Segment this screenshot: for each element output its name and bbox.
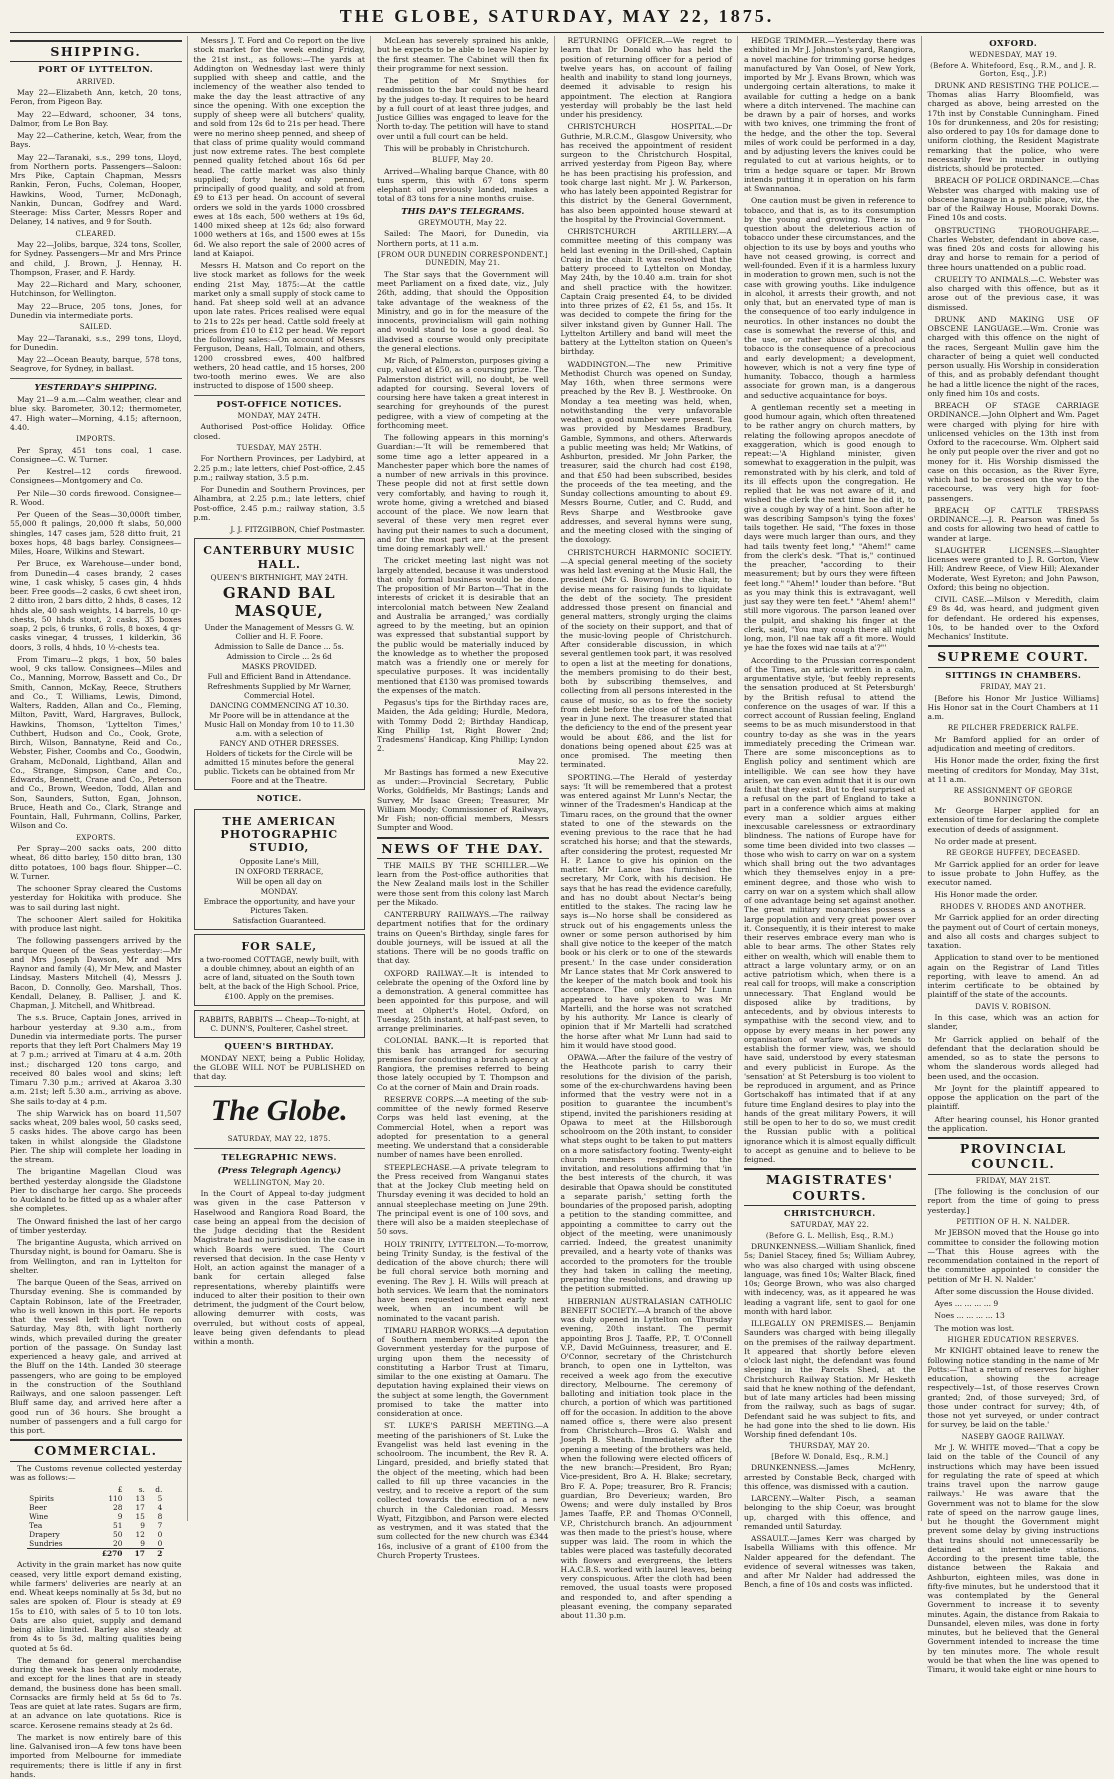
shipping-news: The ship Warwick has on board 11,507 sacks wheat, 209 bales wool, 50 casks seed, 5 casks hides. The above cargo has been taken in whilst alongside the Gladstone Pier. The ship will complete her loading in the stream. [10, 1108, 182, 1165]
court-case: BREACH OF STAGE CARRIAGE ORDINANCE.—John Olphert and Wm. Paget were charged with plying for hire with unlicensed vehicles on the 13th inst from Oxford to the racecourse. Wm. Olphert said he only put people over the river and got no money for it. His Worship dismissed the case on this occasion, as the River Eyre, which had to be crossed on the way to the racecourse, was very high for foot-passengers. [927, 401, 1099, 503]
customs-shillings: 13 [135, 1494, 145, 1504]
ad-title: FOR SALE, [241, 939, 318, 953]
court-bench: (Before G. L. Mellish, Esq., R.M.) [765, 1231, 894, 1240]
column-4 [560, 36, 739, 1620]
ad-line: MASKS PROVIDED. [241, 661, 317, 671]
post-notice: For Northern Provinces, per Ladybird, at 2.25 p.m.; late letters, chief Post-office, 2.45 p.m.; railway station, 3.5 p.m. [193, 454, 365, 482]
exports-heading: EXPORTS. [75, 833, 116, 842]
customs-shillings: 17 [135, 1503, 145, 1513]
court-date: SATURDAY, MAY 22. [790, 1221, 870, 1230]
ad-line: Satisfaction Guaranteed. [232, 915, 326, 925]
court-city: CHRISTCHURCH. [783, 1208, 876, 1219]
customs-pounds: 110 [108, 1494, 123, 1504]
import-entry: Per Queen of the Seas—30,000ft timber, 55,000 ft palings, 20,000 ft slabs, 50,000 shingles, 147 cases jam, 528 ditto fruit, 21 boxes hops, 48 bags barley. Consignees—Miles, Hoare, Wilkins and Stewart. [10, 510, 182, 557]
customs-shillings: 15 [135, 1512, 145, 1522]
news-item: RESERVE CORPS.—A meeting of the sub-committee of the newly formed Reserve Corps was held last evening, at the Commercial Hotel, when a report was adopted for presentation to a general meeting. We understand that a considerable number of names have been enrolled. [377, 1094, 549, 1160]
cleared-heading: CLEARED. [75, 229, 117, 238]
ad-line: Full and Efficient Band in Attendance. [207, 671, 351, 681]
column-3 [377, 36, 555, 1560]
customs-row [27, 1503, 164, 1512]
arrival-entry: May 22—Elizabeth Ann, ketch, 20 tons, Feron, from Pigeon Bay. [10, 88, 182, 107]
customs-item: Tea [29, 1521, 43, 1531]
customs-col-header [27, 1485, 86, 1494]
customs-item: Spirits [29, 1494, 54, 1504]
yesterday-shipping-heading: YESTERDAY'S SHIPPING. [34, 382, 157, 393]
dateline: WELLINGTON, May 20. [233, 1178, 325, 1187]
chambers-heading: SITTINGS IN CHAMBERS. [945, 670, 1082, 681]
divider [194, 1086, 366, 1087]
import-entry: Per Nile—30 cords firewood. Consignee—R. Wood. [10, 488, 182, 507]
customs-col-header: s. [138, 1485, 145, 1495]
customs-pounds: 51 [113, 1521, 123, 1531]
market-report: The demand for general merchandise during the week has been only moderate, and except for the lines that are in steady demand, the business done has been small. Cornsacks are firmly held at 5s 6d to 7s. Teas are quiet at late rates. Sugars are firm, at an advance on late quotations. Rice is scarce. Kerosene remains steady at 2s 6d. [10, 1655, 182, 1730]
telegram: Pegasus's tips for the Birthday races are, Maiden, the Ada gelding; Hurdle, Medora, with Tommy Dodd 2; Birthday Handicap, King Phillip 1st, Right Bower 2nd; Tradesmens' Handicap, King Phillip; Lyndon 2. [377, 698, 549, 754]
notice-heading: NOTICE. [256, 794, 302, 805]
news-item: A gentleman recently set a meeting in good humour again, which often threatened to be rather angry on church matters, by relating the following apropos anecdote of exaggeration, which is good enough to repeat:—'A Highland minister, given somewhat to exaggeration in the pulpit, was remonstrated with by his clerk, and told of its ill effects upon the congregation. He replied that he was not aware of it, and wished the clerk the next time he did it, to give a cough by way of a hint. Soon after he was describing Sampson's tying the foxes' tails together. He said, "The foxes in those days were much larger than ours, and they had tails twenty feet long," "Ahem!" came from the clerk's desk. "That is," continued the preacher, "according to their measurement; but by ours they were fifteen feet long." "Ahem!" louder than before. "But as you may think this is extravagant, well just say they were ten feet." "Ahem! ahem!" still more vigorous. The parson leaned over the pulpit, and shaking his finger at the clerk, said, "You may cough there all night long, mon, I'll nae tak aff a fit more. Would ye hae the foxes wid nae tails at a'?"' [744, 402, 916, 653]
customs-row [27, 1539, 164, 1549]
court-proceeding: His Honor made the order, fixing the first meeting of creditors for Monday, May 31st, at 11 a.m. [927, 756, 1099, 784]
ad-line: Will be open all day on [236, 876, 322, 886]
dateline: May 22. [518, 756, 549, 766]
ad-headline: GRAND BAL MASQUE, [222, 584, 336, 621]
customs-item: Beer [29, 1503, 47, 1513]
council-intro: [The following is the conclusion of our report from the time of going to press yesterday.] [927, 1187, 1099, 1215]
court-bench: (Before A. Whitefoord, Esq., R.M., and J. R. Gorton, Esq., J.P.) [930, 61, 1097, 79]
news-item: According to the Prussian correspondent of the Times, an article written in a calm, argumentative style, 'but feebly represents the sensation produced at St Petersburgh' by the British refusal to attend the conference on the usages of war. If this a correct account of Russian feeling, England seems to be as much misunderstood in that country to-day as she was in the years immediately preceding the Crimean war. There are some misconceptions as to English policy and sentiment which are intelligible. We can see how they have arisen, we can even admit that it is our own fault that they exist. But to feel surprised at a refusal on the part of England to take a part in a conference which aims at making every man a soldier argues either inexcusable carelessness or extraordinary blindness. The nations of Europe have for some time been divided into two classes —those who wish to carry on war on a system which shall bring out the two advantages which they themselves enjoy in a pre-eminent degree, and those who wish to carry on war on a system which shall allow of one advantage being set against another. The great military monarchies possess a large population and very great power over it. Consequently, it is their interest to make their reserves embrace every man who is able to bear arms. The other States rely either on wealth, which will enable them to attract a large voluntary army, or on an active patriotism which, when there is a real call for troops, will make a conscription unnecessary. That England would be disposed alike by traditions, by antecedents, and by obvious interests to sympathise with the second view, and to oppose by every means in her power any organisation of warfare which tends to establish the former view, was, we should have said, understood by every statesman and every publicist in Europe. As the 'sensation' at St Petersburg is too violent to be reproduced in argument, and as Prince Gortschakoff has intimated that if at any future time England desires to play into the hands of the great military Powers, it will still be open to her to do so, we must credit the Russian public with a political ignorance which it is almost equally difficult to accept as genuine and to believe to be feigned. [744, 655, 916, 1164]
shipping-entry: May 21—9 a.m.—Calm weather, clear and blue sky. Barometer, 30.12; thermometer, 47. High water—Morning, 4.15; afternoon, 4.40. [10, 395, 182, 432]
customs-item: Drapery [29, 1530, 60, 1540]
customs-pence: 7 [157, 1521, 163, 1531]
court-bench: [Before W. Donald, Esq., R.M.] [771, 1452, 889, 1461]
case-title: DAVIS V. ROBISON. [975, 1002, 1052, 1011]
court-case: DRUNK AND RESISTING THE POLICE.—Thomas alias Harry Bloomfield, was charged as above, being arrested on the 17th inst by Constable Cunningham. Fined 10s for drunkenness, and 20s for resisting; also ordered to pay 10s for damage done to uniform clothing, the Resident Magistrate remarking that the police, who were necessarily few in number in outlying districts, should be protected. [927, 80, 1099, 174]
commercial-heading: COMMERCIAL. [10, 1439, 182, 1461]
shipping-heading: SHIPPING. [10, 40, 182, 62]
news-of-the-day-heading: NEWS OF THE DAY. [377, 837, 549, 859]
court-proceeding: Mr George Harper applied for an extension of time for declaring the complete execution of deeds of assignment. [927, 806, 1099, 834]
imports-heading: IMPORTS. [76, 435, 116, 444]
ad-title: CANTERBURY MUSIC HALL. [203, 544, 356, 571]
news-item: HIBERNIAN AUSTRALASIAN CATHOLIC BENEFIT SOCIETY.—A branch of the above was duly opened in Lyttelton on Thursday evening, 20th instant. The permit appointing Bros J. Taaffe, P.P., T. O'Connell V.P., David McGuinness, treasurer, and E. O'Connor, secretary of the Christchurch branch, to open one in Lyttelton, was received a week ago from the executive directory, Melbourne. The ceremony of balloting and initiation took place in the church, a portion of which was partitioned off for the occasion. In addition to the above named office s, there were also present from Christchurch—Bros G. Walsh and Joseph B. Sheath. Immediately after the opening a meeting of the brothers was held, when the following were elected officers of the new branch:—President, Bro Ryan; Vice-president, Bro A. H. Blake; secretary, Bro F. A. Pope; treasurer, Bro R. Francis; guardian, Bro Deverieux; warden, Bro Owens; and were duly installed by Bros James Taaffe, P.P. and Thomas O'Connell, V.P., Christchurch branch. An adjournment was then made to the priest's house, where supper was laid. The room in which the tables were placed was tastefully decorated with flowers and evergreens, the letters H.A.C.B.S. worked with laurel leaves, being very conspicuous. After the cloth had been removed, the usual toasts were proposed and responded to, and after spending a pleasant evening, the company separated about 11.30 p.m. [560, 1296, 732, 1620]
queens-birthday-heading: QUEEN'S BIRTHDAY. [224, 1041, 335, 1052]
court-date: WEDNESDAY, MAY 19. [969, 51, 1058, 60]
court-case: ASSAULT.—James Kerr was charged by Isabella Williams with this offence. Mr Nalder appeared for the defendant. The evidence of several witnesses was taken, and after Mr Nalder had addressed the Bench, a fine of 10s and costs was inflicted. [744, 1534, 916, 1590]
news-item: One caution must be given in reference to tobacco, and that is, as to its consumption by the young and growing. There is no question about the deleterious action of tobacco under these circumstances, and the objection to its use by boys and youths who have not ceased growing, is correct and well-founded. Even if it is a harmless luxury in moderation to grown men, such is not the case with growing youths. Like indulgence in alcohol, it arrests their growth, and not only that, but an enervated type of man is the consequence of too early indulgence in neurotics. In other instances no doubt the case is somewhat the reverse of this, and the use, or rather abuse of alcohol and tobacco is the consequence of a precocious and early development; a development, however, which is not a very fine type of humanity. Tobacco, though a harmless associate for grown man, is a dangerous and seductive acquaintance for boys. [744, 196, 916, 400]
news-item: CHRISTCHURCH ARTILLERY.—A committee meeting of this company was held last evening in the Drill-shed, Captain Craig in the chair. It was resolved that the battery proceed to Lyttelton on Monday, May 24th, by the 10.40 a.m. train for shot and shell practice with the howitzer. Captain Craig presented £4, to be divided into three prizes of £2, £1 5s, and 15s. It was decided to compete the firing for the silver inkstand given by Gunner Hall. The Lyttelton Artillery and band will meet the battery at the Lyttelton station on Queen's birthday. [560, 227, 732, 357]
import-entry: Per Kestrel—12 cords firewood. Consignees—Montgomery and Co. [10, 467, 182, 486]
ad-line: MONDAY. [260, 886, 298, 896]
column-5 [744, 36, 922, 1590]
council-vote: Noes ... ... ... ... 13 [934, 1311, 1005, 1321]
court-proceeding: No order made at present. [934, 836, 1037, 846]
shipping-news: The barque Queen of the Seas, arrived on Thursday evening. She is commanded by Captain Robinson, late of the Freetrader, who is well known in this port. He reports that the vessel left Hobart Town on Saturday, May 8th, with light northerly winds, which prevailed during the greater portion of the passage. On Sunday last experienced a heavy gale, and arrived at the Bluff on the 14th. Landed 30 steerage passengers, who are going to be employed in the construction of the Southland Railways, and one saloon passenger. Left Bluff same day, and arrived here after a good run of 36 hours. She brought a number of passengers and a full cargo for this port. [10, 1278, 182, 1436]
telegram: The Star says that the Government will meet Parliament on a fixed date, viz., July 26th, adding, that should the Opposition take advantage of the weakness of the Ministry, and go in for the measure of the innocents, provincialism will gain nothing and would stand to lose a good deal. So illadvised a course would only precipitate the general elections. [377, 269, 549, 353]
shipping-news: The Onward finished the last of her cargo of timber yesterday. [10, 1216, 182, 1235]
arrival-entry: May 22—Taranaki, s.s., 299 tons, Lloyd, from Northern ports. Passengers—Saloon: Mrs Pike, Captain Chapman, Messrs Rankin, Feron, Fuchs, Coleman, Hooper, Hawkins, Wood, Turner, McDonagh, Nankin, Duncan, Godfrey and Ward. Steerage: Miss Carter, Messrs Roper and Delaney, 14 natives, and 9 for South. [10, 152, 182, 227]
divider [194, 1148, 366, 1149]
dateline: GREYMOUTH, May 22. [418, 218, 508, 227]
customs-total-shillings: 17 [124, 1549, 146, 1559]
court-proceeding: Mr Garrick applied for an order directing the payment out of Court of certain moneys, and also all costs and charges subject to taxation. [927, 913, 1099, 950]
court-case: OBSTRUCTING THOROUGHFARE.—Charles Webster, defendant in above case, was fined 20s and costs for allowing his dray and horse to remain for a period of three hours unattended on a public road. [927, 225, 1099, 272]
cleared-entry: May 22—Richard and Mary, schooner, Hutchinson, for Wellington. [10, 280, 182, 299]
customs-total-row [27, 1549, 164, 1559]
telegram: In the Court of Appeal to-day judgment was given in the case Patterson v Haselwood and Rangiora Road Board, the case being an appeal from the decision of the Judge deciding that the Resident Magistrate had no jurisdiction in the case in which Boards were sued. The Court reversed that decision. In the case Henty v Holt, an action against the manager of a bank for certain alleged false representations, whereby plaintiffs were induced to alter their position to their own detriment, the judgment of the Court below, allowing demurrer with costs, was overruled, but without costs of appeal, leave being given defendants to plead within a month. [193, 1189, 365, 1347]
correspondent-heading: [FROM OUR DUNEDIN CORRESPONDENT.] DUNEDIN, May 21. [377, 250, 548, 268]
case-title: RE GEORGE HUFFEY, DECEASED. [946, 849, 1081, 858]
ad-line: a two-roomed COTTAGE, newly built, with a double chimney, about an eighth of an acre of land, situated on the South town belt, at the back of the High School. Price, £100. Apply on the premises. [199, 955, 360, 1001]
telegram: Sailed: The Maori, for Dunedin, via Northern ports, at 11 a.m. [377, 229, 549, 248]
cleared-entry: May 22—Jolibs, barque, 324 tons, Scoller, for Sydney. Passengers—Mr and Mrs Prince and child, J. Brown, J. Hennay, H. Thompson, Fraser, and F. Hardy. [10, 240, 182, 277]
customs-pounds: 28 [113, 1503, 123, 1513]
case-title: RHODES V. RHODES AND ANOTHER. [940, 902, 1087, 911]
customs-pounds: 50 [113, 1530, 123, 1540]
import-entry: From Timaru—2 pkgs, 1 box, 50 bales wool, 9 cks tallow. Consignees—Miles and Co., Manning, Morrow, Bassett and Co., Dr Smith, Cannon, McKay, Reece, Struthers and Co., T. Williams, Lewis, Dimond, Walters, Radden, Allan and Co., Fleming, Milton, Pavitt, Ward, Hargraves, Bullock, Hawkins, Thomson, 'Lyttelton Times,' Cuthbert, Hudson and Co., Cook, Grote, Birch, Wilson, Bannatyne, Reid and Co., Webster, Fisher, Coombs and Co., Goodwin, Graham, McDonald, Lightband, Allan and Co., Strange, Simpson, Cane and Co., Edwards, Bennett, Crane and Co., Peterson and Co., Brown, Weedon, Todd, Allan and Son, Saunders, Sutton, Egan, Johnson, Bruce, Heath and Co., Clark, Strange and Fountain, Hall, Fuhrmann, Collins, Parker, Wilson and Co. [10, 654, 182, 831]
arrived-heading: ARRIVED. [76, 77, 115, 86]
ad-subtitle: QUEEN'S BIRTHNIGHT, MAY 24TH. [210, 573, 348, 583]
import-entry: Per Bruce, ex Warehouse—under bond, from Dunedin—4 cases brandy, 2 cases wine, 1 cask whisky, 5 cases gin, 4 hhds beer. Free goods—2 casks, 6 cwt sheet iron, 2 ditto iron, 2 bars ditto, 2 hhds, 8 cases, 12 hhds ale, 40 sash weights, 14 barrels, 10 qr-chests, 50 hhds stout, 2 casks, 35 boxes soap, 2 pcls, 6 trunks, 6 rolls, 8 boxes, 4 qr-casks vinegar, 4 trusses, 1 kilderkin, 36 doors, 3 rolls, 4 hhds, 10 ½-chests tea. [10, 559, 182, 652]
news-item: OXFORD RAILWAY.—It is intended to celebrate the opening of the Oxford line by a demonstration. A general committee has been appointed for this purpose, and will meet at Olphert's Hotel, Oxford, on Tuesday, 25th instant, at half-past seven, to arrange preliminaries. [377, 968, 549, 1034]
ad-line: IN OXFORD TERRACE, [235, 866, 324, 876]
court-case: BREACH OF CATTLE TRESPASS ORDINANCE.—J. R. Pearson was fined 5s and costs for allowing two head of cattle to wander at large. [927, 505, 1099, 543]
court-case: BREACH OF POLICE ORDINANCE.—Chas Webster was charged with making use of obscene language in a public place, viz, the bar of the Railway House, Mooraki Downs. Fined 10s and costs. [927, 176, 1100, 223]
court-proceeding: Mr Garrick applied on behalf of the defendant that the declaration should be amended, so as to state the persons to whom the slanderous words alleged had been used, and the occasion. [927, 1034, 1099, 1081]
cottage-for-sale-ad [194, 934, 366, 1006]
customs-shillings: 12 [135, 1530, 145, 1540]
council-date: FRIDAY, MAY 21ST. [975, 1176, 1051, 1185]
photographic-studio-ad [194, 809, 366, 930]
ad-line: Admission to Circle ... 2s 6d [226, 651, 332, 661]
news-item: TIMARU HARBOR WORKS.—A deputation of Southern members waited upon the Government yesterday for the purpose of urging upon them the necessity of constituting a Harbor Trust at Timaru, similar to the one existing at Oamaru. The deputation having explained their views on the subject at some length, the Government promised to take the matter into consideration at once. [377, 1325, 549, 1419]
shipping-news: The s.s. Bruce, Captain Jones, arrived in harbour yesterday at 9.30 a.m., from Dunedin via intermediate ports. The purser reports that they left Port Chalmers May 19 at 7 p.m.; arrived at Timaru at 4 a.m. 20th inst.; discharged 120 tons cargo, and received 80 bales wool and skins; left Timaru 7.30 p.m.; arrived at Akaroa 3.30 a.m. 21st; left 5.30 a.m., arriving as above. She sails to-day at 4 p.m. [10, 1013, 182, 1106]
telegraphic-source: (Press Telegraph Agency.) [217, 1166, 341, 1177]
court-case: LARCENY.—Walter Pisch, a seaman belonging to the ship Coeur, was brought up, charged with this offence, and remanded until Saturday. [744, 1494, 916, 1531]
customs-total-pounds: £270 [86, 1549, 125, 1559]
oxford-heading: OXFORD. [989, 39, 1038, 49]
cleared-entry: May 22—Bruce, 205 tons, Jones, for Dunedin via intermediate ports. [10, 301, 182, 320]
news-item: CHRISTCHURCH HOSPITAL.—Dr Guthrie, M.R.C.M., Glasgow University, who has received the appointment of resident surgeon to the Christchurch Hospital, arrived yesterday from Pigeon Bay, where he has been practising his profession, and took charge last night. Mr J. W. Parkerson, who has lately been appointed Registrar for this district by the General Government, has also been appointed house steward at the hospital by the Provincial Government. [560, 122, 732, 224]
court-bench: [Before his Honor Mr Justice Williams] His Honor sat in the Court Chambers at 11 a.m. [927, 693, 1099, 722]
customs-shillings: 9 [140, 1521, 145, 1531]
post-notice: For Dunedin and Southern Provinces, per Alhambra, at 2.25 p.m.; late letters, chief Post-office, 2.45 p.m.; railway station, 3.5 p.m. [193, 485, 365, 522]
divider [10, 378, 182, 379]
council-item-title: PETITION OF H. N. NALDER. [956, 1217, 1071, 1226]
supreme-court-heading: SUPREME COURT. [928, 645, 1100, 667]
post-signature: J. J. FITZGIBBON, Chief Postmaster. [230, 525, 365, 535]
todays-telegrams-heading: THIS DAY'S TELEGRAMS. [401, 206, 525, 217]
customs-intro: The Customs revenue collected yesterday was as follows:— [10, 1463, 182, 1482]
shipping-news: The brigantine Magellan Cloud was berthed yesterday alongside the Gladstone Pier to discharge her cargo. She proceeds to Auckland to be fitted up as a whaler after she completes. [10, 1167, 182, 1214]
queens-birthday-notice: MONDAY NEXT, being a Public Holiday, the GLOBE WILL NOT be PUBLISHED on that day. [193, 1053, 365, 1082]
customs-pounds: 9 [117, 1512, 123, 1522]
customs-col-header: £ [117, 1485, 123, 1495]
sailed-entry: May 22—Taranaki, s.s., 299 tons, Lloyd, for Dunedin. [10, 333, 182, 352]
news-item: OPAWA.—After the failure of the vestry of the Heathcote parish to carry their resolutions for the division of the parish, some of the ex-churchwardens having been informed that the vestry were not in a position to guarantee the incumbent's stipend, invited the parishioners residing at Opawa to meet at the Hillsborough schoolroom on the 20th instant, to consider what steps ought to be taken to put matters on a more satisfactory footing. Twenty-eight church members responded to the invitation, and resolutions affirming that 'in the best interests of the church, it was desirable that Opawa should be constituted a separate parish,' setting forth the boundaries of the proposed parish, adopting a petition to the standing committee, and appointing a committee to carry out the object of the meeting, were unanimously carried. Indeed, the greatest unanimity prevailed, and a hearty vote of thanks was accorded to the promoters for the trouble they had taken in calling the meeting, preparing the resolutions, and drawing up the petition submitted. [560, 1053, 732, 1294]
market-report: Activity in the grain market has now quite ceased, very little export demand existing, while farmers' deliveries are nearly at an end. Wheat keeps nominally at 5s 3d, but no sales are spoken of. Flour is steady at £9 15s to £10, with sales of 5 to 10 ton lots. Oats are also quiet, supply and demand being alike limited. Barley also steady at from 4s to 5s 3d, malting qualities being quoted at 5s 6d. [10, 1560, 182, 1653]
news-item: WADDINGTON.—The new Primitive Methodist Church was opened on Sunday, May 16th, when three sermons were preached by the Rev B. J. Westbrooke. On Monday a tea meeting was held, when, notwithstanding the very unfavorable weather, a good number were present. Tea was provided by Mesdames Bradbury, Gamble, Symmons, and others. Afterwards a public meeting was held; Mr Watkins, of Ashburton, presided. Mr John Parker, the treasurer, said the church had cost £198, and that £50 had been subscribed, besides the proceeds of the tea meeting, and the Sunday collections amounting to about £9. Messrs Bourne, Cutler, and C. Rudd, and Revs Sharpe and Westbrooke gave addresses, and several hymns were sung, and the meeting closed with the singing of the doxology. [560, 359, 732, 545]
ad-line: Mr Poore will be in attendance at the Music Hall on Monday from 10 to 11.30 a.m. with a selection of [204, 710, 355, 738]
ad-line: DANCING COMMENCING AT 10.30. [209, 700, 349, 710]
post-office-heading: POST-OFFICE NOTICES. [216, 399, 343, 410]
news-item: SPORTING.—The Herald of yesterday says: 'It will be remembered that a protest was entered against Mr Lunn's Nectar, the winner of the Tradesmen's Handicap at the Timaru races, on the ground that the owner stated to one of the stewards on the evening previous to the race that he had scratched his horse; and that the stewards, after considering the protest, requested Mr H. P. Lance to give his opinion on the matter. Mr Lance has furnished the secretary, Mr Cork, with his decision. He says that he has read the evidence carefully, and has no doubt about Nectar's being entitled to the stakes. The racing law he says is—No horse shall be considered as struck out of his engagements unless the owner or some person authorised by him shall give notice to the keeper of the match book or his clerk or to one of the stewards present.' In the case under consideration Mr Lance states that Mr Cork answered to the keeper of the match book and took his acceptance. The only steward Mr Lunn appeared to have spoken to was Mr Martelli, and the horse was not scratched by his authority. Mr Lance is clearly of opinion that if Mr Martelli had scratched the horse after what Mr Lunn had said to him it would have stood good. [560, 772, 732, 1050]
council-proceeding: Mr KNIGHT obtained leave to renew the following notice standing in the name of Mr Potts:—'That a return of reserves for higher education, showing the acreage respectively—1st, of those reserves Crown granted; 2nd, of those surveyed; 3rd, of those under contract for survey; 4th, of those not yet surveyed, or under contract for survey, be laid on the table.' [927, 1346, 1099, 1430]
customs-pence: 0 [157, 1530, 163, 1540]
customs-table [27, 1485, 164, 1558]
stock-report: Messrs J. T. Ford and Co report on the live stock market for the week ending Friday, the 21st inst., as follows:—The yards at Addington on Wednesday last were thinly supplied with sheep and cattle, and the inclemency of the weather also tended to make the day the least attractive of any since the opening. With one exception the supply of sheep were all butchers' quality, and sold from 12s 6d to 21s per head. There were no merino sheep penned, and sheep of that class of prime quality would command just now extreme rates. The best complete penned quality fetched about 16s 6d per head. The cattle market was also thinly supplied; forty head only penned, principally of good quality, and sold at from £9 to £13 per head. On account of several orders we sold in the yards 1000 crossbred ewes at 18s each, 500 wethers at 19s 6d, 1400 mixed sheep at 12s 6d; also forward 1000 wethers at 16s, and 1500 ewes at 15s 6d. We also report the sale of 2000 acres of land at Kaiapoi. [193, 36, 365, 258]
ad-line: Under the Management of Messrs G. W. Collier and H. F. Foore. [204, 622, 355, 641]
shipping-news: The schooner Spray cleared the Customs yesterday for Hokitika with produce. She was to sail during last night. [10, 884, 182, 912]
court-case: DRUNK AND MAKING USE OF OBSCENE LANGUAGE.—Wm. Cronie was charged with this offence on the night of the races, Sergeant Mullin gave him the character of being a quiet well conducted person usually. His Worship in consideration of this, and as probably defendant thought he had a little licence the night of the races, only fined him 10s and costs. [927, 314, 1100, 398]
issue-date: SATURDAY, MAY 22, 1875. [227, 1135, 331, 1144]
market-report: The market is now entirely bare of this line. Galvanised iron—A few tons have been imported from Melbourne for immediate requirements; there is little if any in first hands. [10, 1732, 182, 1779]
ad-line: Holders of tickets for the Circle will be admitted 15 minutes before the general public. Tickets can be obtained from Mr Foore and at the Theatre. [203, 749, 355, 786]
case-title: RE PILCHER FREDERICK RALFE. [947, 724, 1079, 733]
news-item: STEEPLECHASE.—A private telegram to the Press received from Wanganui states that at the Jockey Club meeting held on Thursday evening it was decided to hold an annual steeplechase meeting on June 29th. The principal event is one of 100 sovs, and there will also be a maiden steeplechase of 50 sovs. [377, 1162, 549, 1237]
dateline: BLUFF, May 20. [432, 156, 494, 164]
news-item: COLONIAL BANK.—It is reported that this bank has arranged for securing premises for conducting a branch agency at Rangiora, the premises referred to being those lately occupied by T. Thompson and Co at the corner of Main and Drain roads. [377, 1036, 549, 1092]
customs-row [27, 1512, 164, 1521]
news-item: CHRISTCHURCH HARMONIC SOCIETY.—A special general meeting of the society was held last evening at the Music Hall, the president (Mr G. Bowron) in the chair, to devise means for raising funds to liquidate the debt of the society. The president addressed those present on financial and general matters, strongly urging the claims of the society on their support, and that of the music-loving people of Christchurch. After considerable discussion, in which several gentlemen took part, it was resolved to open a list at the meeting for donations, the members promising to do their best, both by subscribing themselves, and collecting from all persons interested in the cause of music, so as to free the society from debt before the close of the financial year in June next. The treasurer stated that the deficiency to the end of the present year would be about £86, and the list for donations being opened about £25 was at once promised. The meeting then terminated. [560, 547, 732, 770]
customs-col-header: d. [155, 1485, 163, 1495]
court-proceeding: Mr Bamford applied for an order of adjudication and meeting of creditors. [927, 734, 1099, 754]
ad-line: FANCY AND OTHER DRESSES. [219, 739, 339, 749]
divider [194, 395, 366, 396]
arrival-entry: May 22—Edward, schooner, 34 tons, Dalmor, from Le Bon Bay. [10, 109, 182, 128]
council-item-title: HIGHER EDUCATION RESERVES. [947, 1335, 1079, 1344]
court-case: SLAUGHTER LICENSES.—Slaughter licenses were granted to J. R. Gorton, View Hill; Andrew Reece, of View Hill; Alexander Moderate, West Eyreton; and John Pawson, Oxford; this being no objection. [927, 545, 1099, 592]
council-item-title: NASEBY GAOGE RAILWAY. [961, 1432, 1065, 1441]
court-case: DRUNKENNESS.—William Shanlick, fined 5s; Daniel Stacey, fined 5s; William Aubrey, who was also charged with using obscene language, was fined 10s; Walter Black, fined 10s; George Brown, who was also charged with indecency, was, as it appeared he was leading a vagrant life, sent to gaol for one month with hard labor. [744, 1242, 916, 1316]
telegraphic-news-heading: TELEGRAPHIC NEWS. [221, 1152, 337, 1163]
telegram: Arrived—Whaling barque Chance, with 80 tuns sperm, this with 67 tons sperm elephant oil previously landed, makes a total of 83 tons for a nine months cruise. [377, 166, 549, 204]
stock-report: Messrs H. Matson and Co report on the live stock market as follows for the week ending 21st May, 1875:—At the cattle market only a small supply of stock came to hand. Fat sheep sold well at an advance upon late rates. Prices realised were equal to 21s to 22s per head. Cattle sold freely at prices from £10 to £12 per head. We report the following sales:—On account of Messrs Ferguson, Deans, Hall, Tolmain, and others, 1200 crossbred ewes, 400 halfbred wethers, 20 head cattle, and 15 horses, 200 two-tooth merino ewes. We are also instructed to dispose of 1500 sheep. [193, 261, 365, 391]
music-hall-ad [194, 538, 366, 790]
customs-pounds: 20 [113, 1539, 123, 1549]
provincial-council-heading: PROVINCIAL COUNCIL. [928, 1137, 1100, 1175]
news-item: HOLY TRINITY, LYTTELTON.—To-morrow, being Trinity Sunday, is the festival of the dedication of the above church; there will be full choral service both morning and evening. The Rev J. H. Wills will preach at both services. We learn that the nominators have been requested to meet early next week, when an incumbent will be nominated to the vacant parish. [377, 1239, 549, 1323]
sailed-entry: May 22—Ocean Beauty, barque, 578 tons, Seagrove, for Sydney, in ballast. [10, 355, 182, 374]
customs-row [27, 1494, 164, 1503]
telegram: This will be probably in Christchurch. [384, 143, 530, 153]
news-item: THE MAILS BY THE SCHILLER.—We learn from the Post-office authorities that the New Zealand mails lost in the Schiller were those sent from this colony last March per the Mikado. [377, 860, 549, 907]
shipping-news: The following passengers arrived by the barque Queen of the Seas yesterday:—Mr and Mrs Joseph Dawson, Mr and Mrs Raynor and family (4), Mr Mew, and Master Lindsay, Masters Mitchell (4), Messrs J. Bacon, D. Connolly, Geo. Marshall, Thos. Kendall, Delaney, B. Palliser, J. and K. Chapman, J. Mitchell, and Whitbread. [10, 936, 182, 1011]
customs-row [27, 1521, 164, 1530]
masthead: THE GLOBE, SATURDAY, MAY 22, 1875. [10, 6, 1104, 33]
news-item: HEDGE TRIMMER.—Yesterday there was exhibited in Mr J. Johnston's yard, Rangiora, a novel machine for trimming gorse hedges manufactured by Van Oosel, of New York, imported by Mr J. Evans Brown, which was undergoing certain alterations, to make it available for cutting a hedge on a bank where a ditch intervened. The machine can be drawn by a pair of horses, and works with two knives, one trimming the front of the hedge, and the other the top. Several miles of work could be performed in a day, and by adjusting levers the knives could be regulated to cut at various heights, or to trim a hedge square or taper. Mr Brown intends putting it in operation on his farm at Swannanoa. [744, 36, 916, 193]
court-date: THURSDAY, MAY 20. [789, 1442, 870, 1451]
post-date: TUESDAY, MAY 25TH. [236, 443, 322, 452]
court-proceeding: His Honor made the order. [934, 890, 1038, 900]
arrival-entry: May 22—Catherine, ketch, Wear, from the Bays. [10, 131, 182, 150]
column-1 [10, 36, 188, 1779]
import-entry: Per Spray, 451 tons coal, 1 case. Consignee—C. W. Turner. [10, 445, 182, 464]
news-item: ST. LUKE'S PARISH MEETING.—A meeting of the parishioners of St. Luke the Evangelist was held last evening in the schoolroom. The incumbent, the Rev R. A. Lingard, presided, and briefly stated that the object of the meeting, which had been called to fill up three vacancies in the vestry, and to receive a report of the sum collected towards the erection of a new church in the Caledonian road. Messrs Wyatt, Fitzgibbon, and Parson were elected as vestrymen, and it was stated that the sum collected for the new church was £344 16s, inclusive of a grant of £100 from the Church Property Trustees. [377, 1421, 549, 1560]
customs-item: Wine [29, 1512, 49, 1522]
customs-total-pence: 2 [147, 1549, 164, 1559]
court-proceeding: Mr Joynt for the plaintiff appeared to oppose the application on the part of the plaintiff. [927, 1083, 1099, 1112]
court-proceeding: Application to stand over to be mentioned again on the Registrar of Land Titles reporting, with leave to amend. An ad interim certificate to be obtained by plaintiff of the state of the accounts. [927, 953, 1099, 1000]
port-heading: PORT OF LYTTELTON. [38, 65, 154, 76]
telegram: McLean has severely sprained his ankle, but he expects to be able to leave Napier by the first steamer. The Cabinet will then fix their programme for next session. [377, 36, 549, 73]
customs-header-row [27, 1485, 164, 1494]
council-proceeding: Mr J. W. WHITE moved—'That a copy be laid on the table of the Council of any instructions which may have been issued for regulating the rate of speed at which trains travel upon the narrow gauge railways.' He was aware that the Government was not to blame for the slow rate of speed on the narrow gauge lines, but he thought the Government might prevent some delay by giving instructions that trains should not unnecessarily be detained at intermediate stations. According to the present time table, the distance between the Rakaia and Ashburton, eighteen miles, was done in fifty-five minutes, but he understood that it was contemplated by the General Government to increase it to seventy minutes. Again, the distance from Rakaia to Dunsandel, eleven miles, was done in forty minutes, but he believed that the General Government intended to increase the time by ten minutes more. The whole result would be that when the line was opened to Timaru, it would take eight or nine hours to [927, 1443, 1099, 1675]
post-date: MONDAY, MAY 24TH. [237, 411, 321, 420]
ad-line: Refreshments Supplied by Mr Warner, Commercial Hotel. [207, 681, 352, 700]
column-2 [194, 36, 372, 1521]
shipping-news: The schooner Alert sailed for Hokitika with produce last night. [10, 914, 182, 934]
ad-line: RABBITS, RABBITS — Cheap—To-night, at C. DUNN'S, Poulterer, Cashel street. [199, 1014, 360, 1033]
news-item: RETURNING OFFICER.—We regret to learn that Dr Donald who has held the position of returning officer for a period of twelve years has, on account of failing health and inability to stand long journeys, deemed it advisable to resign his appointment. The election at Rangiora yesterday will probably be the last held under his presidency. [560, 36, 732, 119]
court-proceeding: Mr Garrick applied for an order for leave to issue probate to John Huffey, as the executor named. [927, 859, 1099, 888]
telegram: The cricket meeting last night was not largely attended, because it was understood that only formal business would be done. The proposition of Mr Barton—'That in the interests of cricket it is desirable that an intercolonial match between New Zealand and Australia be arranged,' was cordially agreed to by the meeting, but an opinion was expressed that substantial support by the public would be materially induced by the knowledge as to whether the proposed match was a friendly one or merely for speculative purposes. It was incidentally mentioned that £130 was promised towards the expenses of the match. [377, 556, 549, 695]
shipping-news: The brigantine Augusta, which arrived on Thursday night, is bound for Oamaru. She is from Wellington, and ran in Lyttelton for shelter. [10, 1238, 182, 1275]
court-proceeding: After hearing counsel, his Honor granted the application. [927, 1114, 1099, 1133]
columns [10, 36, 1104, 1779]
ad-title: THE AMERICAN PHOTOGRAPHIC STUDIO, [220, 814, 339, 855]
customs-pence: 4 [157, 1503, 163, 1513]
council-vote: Ayes ... ... ... ... 9 [934, 1299, 999, 1309]
sailed-heading: SAILED. [79, 323, 112, 332]
customs-pence: 0 [157, 1539, 163, 1549]
court-date: FRIDAY, MAY 21. [980, 683, 1047, 692]
customs-shillings: 9 [140, 1539, 145, 1549]
export-entry: Per Spray—200 sacks oats, 200 ditto wheat, 86 ditto barley, 150 ditto bran, 130 ditto potatoes, 100 bags flour. Shipper—C. W. Turner. [10, 844, 182, 881]
court-case: CIVIL CASE.—Milson v Meredith, claim £9 8s 4d, was heard, and judgment given for defendant. He ordered his expenses, 10s, to be handed over to the Oxford Mechanics' Institute. [927, 595, 1099, 642]
council-proceeding: After some discussion the House divided. [934, 1286, 1094, 1296]
rabbits-ad [194, 1010, 366, 1038]
telegram: The following appears in this morning's Guardian:—'It will be remembered that some time ago a letter appeared in a Manchester paper which bore the names of a number of new arrivals in this province. These people did not at first settle down very comfortably, and having to rough it, wrote home, giving a wretched and biased account of the place. We now learn that several of these very men regret ever having put their names to such a document, and for the most part are at the present time doing remarkably well.' [377, 433, 549, 554]
customs-pence: 8 [157, 1512, 163, 1522]
case-title: RE ASSIGNMENT OF GEORGE BONNINGTON. [953, 787, 1073, 804]
column-6 [927, 36, 1105, 1675]
court-case: DRUNKENNESS.—James McHenry, arrested by Constable Beck, charged with this offence, was dismissed with a caution. [744, 1463, 916, 1491]
telegram: The petition of Mr Smythies for readmission to the bar could not be heard by the judges to-day. It requires to be heard by a full court of at least three judges, and Justice Gillies was engaged to leave for the North to-day. The petition will have to stand over until a full court can be held. [377, 76, 549, 141]
globe-logo: The Globe. [210, 1093, 348, 1127]
telegram: Mr Bastings has formed a new Executive as under:—Provincial Secretary, Public Works, Goldfields, Mr Bastings; Lands and Survey, Mr Isaac Green; Treasurer, Mr William Moody; Commissioner of Railways, Mr Fish; non-official members, Messrs Sumpter and Wood. [377, 767, 549, 833]
customs-row [27, 1530, 164, 1539]
council-proceeding: The motion was lost. [934, 1323, 1015, 1333]
ad-line: Opposite Lane's Mill, [239, 856, 319, 866]
customs-pence: 5 [157, 1494, 163, 1504]
post-notice: Authorised Post-office Holiday. Office closed. [193, 422, 365, 441]
court-proceeding: In this case, which was an action for slander, [927, 1013, 1099, 1032]
ad-line: Admission to Salle de Dance ... 5s. [214, 641, 344, 651]
court-case: ILLEGALLY ON PREMISES.— Benjamin Saunders was charged with being illegally on the premises of the railway department. It appeared that shortly before eleven o'clock last night, the defendant was found sleeping in the Parcels Shed, at the Christchurch Railway Station. Mr Hesketh said that he knew nothing of the defendant, but of late many articles had been missing from the railway, such as bags of sugar. Defendant said he was subject to fits, and he had gone into the shed to lie down. His Worship fined defendant 10s. [744, 1319, 916, 1440]
magistrates-courts-heading: MAGISTRATES' COURTS. [744, 1168, 916, 1206]
news-item: CANTERBURY RAILWAYS.—The railway department notifies that for the ordinary trains on Queen's Birthday, single fares for double journeys, will be issued at all the stations. There will be no goods traffic on that day. [377, 910, 549, 966]
customs-item: Sundries [29, 1539, 63, 1549]
telegram: Mr Rich, of Palmerston, purposes giving a cup, valued at £50, as a coursing prize. The Palmerston district will, no doubt, be well adapted for coursing. Several lovers of coursing here have taken a great interest in searching for greyhounds of the purest pedigree, with a view of competing at the forthcoming meet. [377, 356, 549, 430]
council-proceeding: Mr JEBSON moved that the House go into committee to consider the following motion—'That this House agrees with the recommendation contained in the report of the committee appointed to consider the petition of Mr H. N. Nalder.' [927, 1228, 1099, 1284]
ad-line: Embrace the opportunity, and have your Pictures Taken. [203, 896, 355, 915]
court-case: CRUELTY TO ANIMALS.—C. Webster was also charged with this offence, but as it arose out of the previous case, it was dismissed. [927, 274, 1099, 312]
